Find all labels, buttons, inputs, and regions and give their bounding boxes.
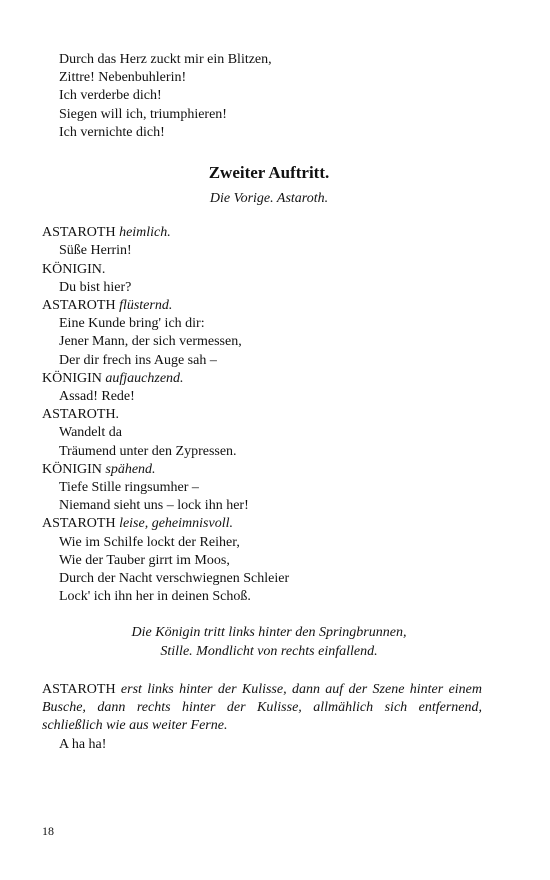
verse-line: Eine Kunde bring' ich dir: (59, 316, 205, 332)
verse-line: Süße Herrin! (59, 243, 132, 259)
speaker-name: ASTAROTH (42, 298, 116, 314)
scene-cast: Die Vorige. Astaroth. (209, 191, 329, 207)
speaker-line (42, 461, 482, 479)
speaker-line (42, 224, 482, 242)
page-content (42, 51, 482, 754)
final-speaker-line (42, 681, 482, 736)
opening-verse (42, 51, 482, 142)
stage-direction-line: Stille. Mondlicht von rechts einfallend. (160, 643, 378, 659)
verse-line: A ha ha! (59, 736, 107, 752)
speech (42, 388, 482, 406)
stage-direction (42, 624, 482, 660)
speaker-direction: heimlich. (119, 225, 171, 241)
speaker-direction: spähend. (105, 461, 156, 477)
dialogue (42, 224, 482, 606)
verse-line: Ich vernichte dich! (59, 124, 165, 140)
verse-line: Träumend unter den Zypressen. (59, 443, 237, 459)
verse-line: Wie im Schilfe lockt der Reiher, (59, 534, 240, 550)
speech (42, 534, 482, 607)
page-number: 18 (42, 824, 54, 838)
verse-line: Der dir frech ins Auge sah – (59, 352, 217, 368)
verse-line: Tiefe Stille ringsumher – (59, 480, 199, 496)
speaker-name: ASTAROTH (42, 681, 116, 697)
verse-line: Jener Mann, der sich vermessen, (59, 334, 242, 350)
speaker-name: ASTAROTH (42, 225, 116, 241)
speaker-line (42, 261, 482, 279)
speaker-direction: erst links hinter der Kulisse, dann auf der Szene hinter einem Busche, dann rechts hinter der Kulisse, allmählich sich entfernend, schließlich wie aus weiter Ferne. (42, 681, 482, 734)
speech (42, 424, 482, 460)
verse-line: Wie der Tauber girrt im Moos, (59, 552, 230, 568)
stage-direction-line: Die Königin tritt links hinter den Springbrunnen, (131, 625, 407, 641)
speech (42, 279, 482, 297)
speaker-direction: flüsternd. (119, 298, 173, 314)
verse-line: Niemand sieht uns – lock ihn her! (59, 498, 249, 514)
verse-line: Ich verderbe dich! (59, 88, 162, 104)
verse-line: Assad! Rede! (59, 389, 135, 405)
verse-line: Durch der Nacht verschwiegnen Schleier (59, 571, 290, 587)
speaker-name: ASTAROTH (42, 516, 116, 532)
verse-line: Zittre! Nebenbuhlerin! (59, 70, 187, 86)
verse-line: Wandelt da (59, 425, 123, 441)
speaker-line (42, 515, 482, 533)
speaker-name: KÖNIGIN. (42, 261, 106, 277)
verse-line: Durch das Herz zuckt mir ein Blitzen, (59, 52, 272, 67)
speech (42, 479, 482, 515)
speech (42, 315, 482, 370)
verse-line: Lock' ich ihn her in deinen Schoß. (59, 589, 251, 605)
speaker-name: KÖNIGIN (42, 370, 102, 386)
speech (42, 242, 482, 260)
verse-line: Siegen will ich, triumphieren! (59, 106, 227, 122)
speaker-name: ASTAROTH. (42, 407, 120, 423)
scene-title: Zweiter Auftritt. (208, 163, 330, 183)
speaker-name: KÖNIGIN (42, 461, 102, 477)
speaker-direction: leise, geheimnisvoll. (119, 516, 233, 532)
speaker-line (42, 370, 482, 388)
speaker-direction: aufjauchzend. (105, 370, 184, 386)
verse-line: Du bist hier? (59, 279, 132, 295)
speaker-line (42, 406, 482, 424)
speaker-line (42, 297, 482, 315)
speech (42, 736, 482, 754)
